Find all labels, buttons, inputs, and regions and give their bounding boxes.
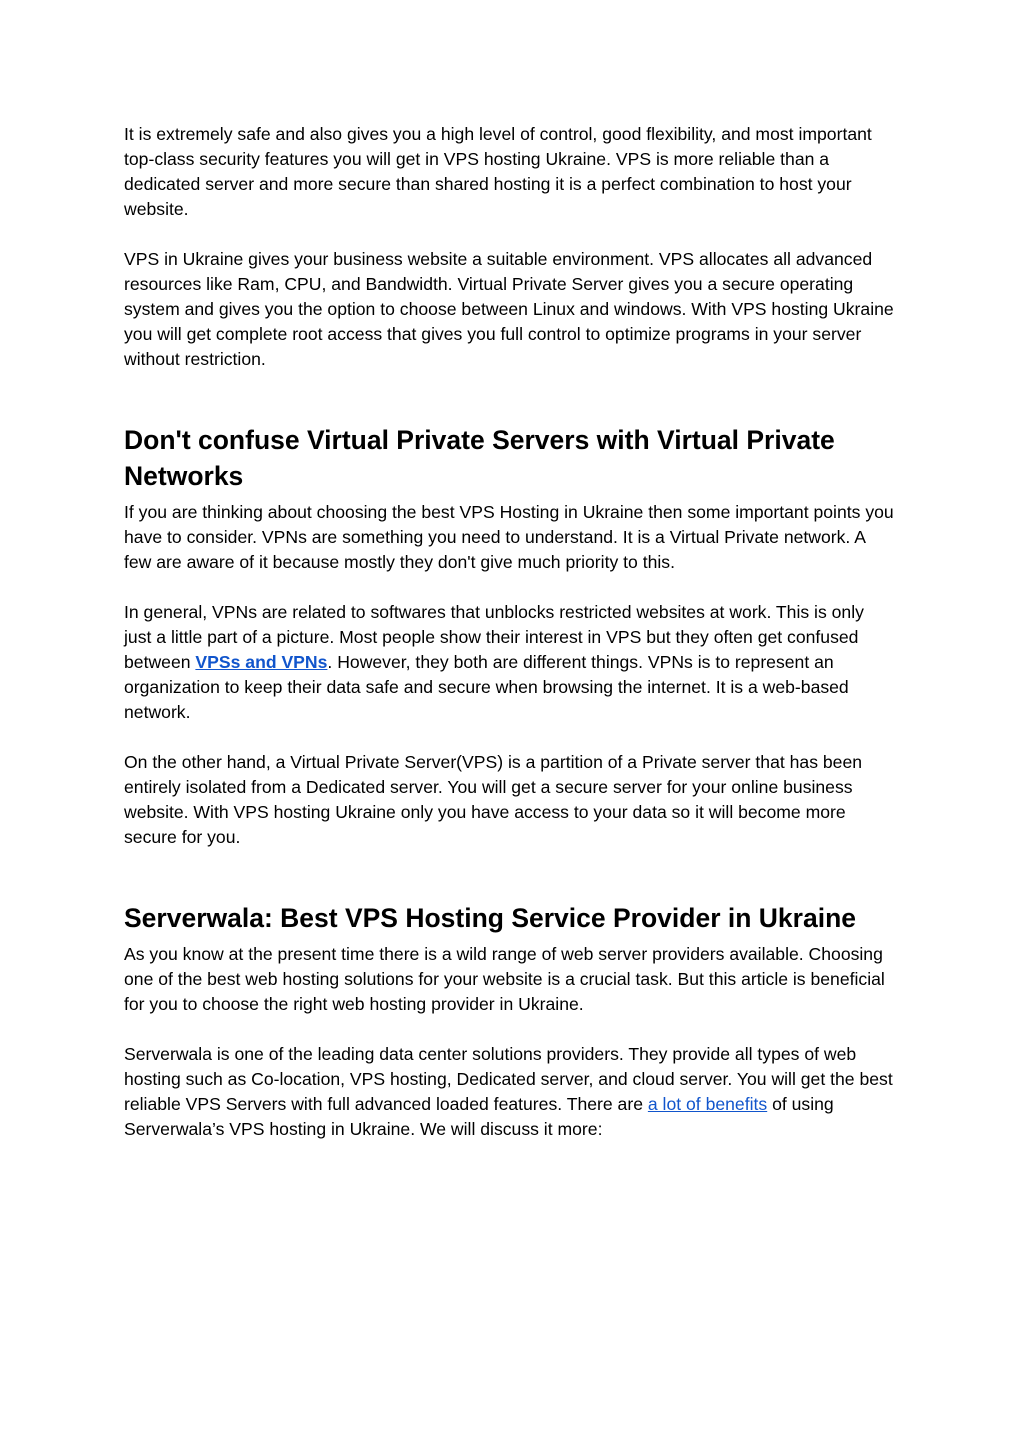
serverwala-paragraph-2-text-before: Serverwala is one of the leading data center solutions providers. They provide all types of web hosting such as Co-location, VPS hosting, Dedicated server, and cloud server. You will get the best reliable VPS Servers with full advanced loaded features. There are <box>124 1044 893 1114</box>
intro-paragraph-1: It is extremely safe and also gives you a high level of control, good flexibility, and most important top-class security features you will get in VPS hosting Ukraine. VPS is more reliable than a dedicated server and more secure than shared hosting it is a perfect combination to host your website. <box>124 124 872 219</box>
section-vps-vs-vpn <box>124 422 894 494</box>
paragraph-spacer <box>124 1017 894 1042</box>
vpn-paragraph-2-text-after: . However, they both are different things. VPNs is to represent an organization to keep their data safe and secure when browsing the internet. It is a web-based network. <box>124 652 849 722</box>
serverwala-paragraph-2 <box>124 1042 894 1142</box>
section-heading-vps-vs-vpn: Don't confuse Virtual Private Servers with Virtual Private Networks <box>124 425 835 491</box>
vpss-and-vpns-link[interactable]: VPSs and VPNs <box>195 652 328 672</box>
serverwala-paragraph-1: As you know at the present time there is a wild range of web server providers available. Choosing one of the best web hosting solutions for your website is a crucial task. But this article is beneficial for you to choose the right web hosting provider in Ukraine. <box>124 944 885 1014</box>
vpn-paragraph-3: On the other hand, a Virtual Private Server(VPS) is a partition of a Private server that has been entirely isolated from a Dedicated server. You will get a secure server for your online business website. With VPS hosting Ukraine only you have access to your data so it will become more secure for you. <box>124 752 863 847</box>
paragraph-spacer <box>124 222 894 247</box>
section-serverwala <box>124 900 894 936</box>
section-heading-serverwala: Serverwala: Best VPS Hosting Service Provider in Ukraine <box>124 903 856 933</box>
vpn-paragraph-2-text-before: In general, VPNs are related to softwares that unblocks restricted websites at work. This is only just a little part of a picture. Most people show their interest in VPS but they often get confused between <box>124 602 864 672</box>
vpn-paragraph-1: If you are thinking about choosing the best VPS Hosting in Ukraine then some important points you have to consider. VPNs are something you need to understand. It is a Virtual Private network. A few are aware of it because mostly they don't give much priority to this. <box>124 502 894 572</box>
document-page <box>124 122 894 1142</box>
intro-paragraph-2: VPS in Ukraine gives your business website a suitable environment. VPS allocates all advanced resources like Ram, CPU, and Bandwidth. Virtual Private Server gives you a secure operating system and gives you the option to choose between Linux and windows. With VPS hosting Ukraine you will get complete root access that gives you full control to optimize programs in your server without restriction. <box>124 249 894 369</box>
vpn-paragraph-2 <box>124 600 894 725</box>
paragraph-spacer <box>124 575 894 600</box>
serverwala-paragraph-2-text-after: of using Serverwala’s VPS hosting in Ukraine. We will discuss it more: <box>124 1094 834 1139</box>
paragraph-spacer <box>124 725 894 750</box>
a-lot-of-benefits-link[interactable]: a lot of benefits <box>647 1094 768 1114</box>
